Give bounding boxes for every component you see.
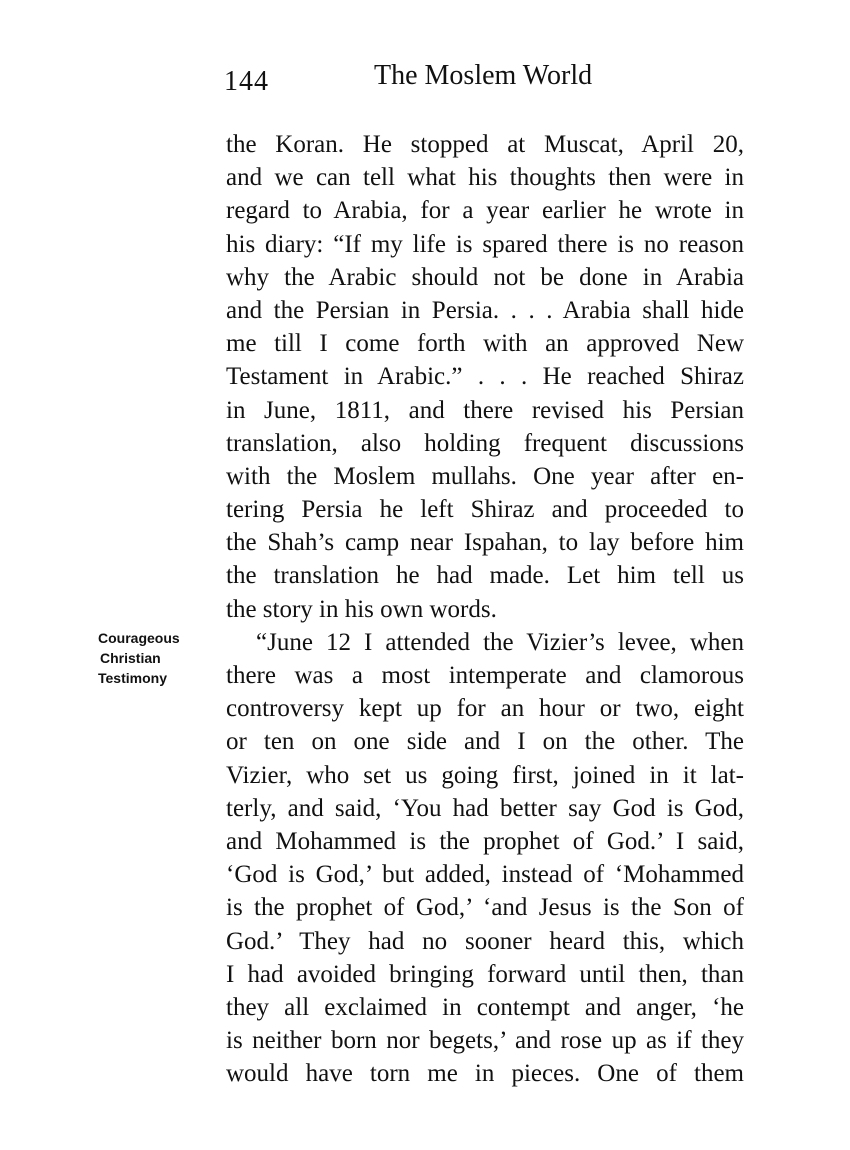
text-line: ‘God is God,’ but added, instead of ‘Mohammed [226,861,744,889]
text-line: I had avoided bringing forward until then, than [226,960,744,988]
page-header [224,58,744,98]
text-line: the story in his own words. [226,595,497,623]
text-line: there was a most intemperate and clamorous [226,662,744,689]
text-line: controversy kept up for an hour or two, eight [226,695,744,723]
margin-note-line: Courageous [98,630,180,646]
text-line: is the prophet of God,’ ‘and Jesus is the Son of [226,894,744,922]
body-text [226,128,744,1090]
margin-note-line: Christian [100,650,161,666]
text-line: the translation he had made. Let him tell us [226,562,744,590]
text-line: terly, and said, ‘You had better say God is God, [226,794,744,822]
running-title: The Moslem World [374,60,593,91]
text-line: is neither born nor begets,’ and rose up as if they [226,1027,744,1055]
text-line: the Shah’s camp near Ispahan, to lay before him [226,529,744,557]
text-line: they all exclaimed in contempt and anger, ‘he [226,993,744,1021]
text-line: and we can tell what his thoughts then were in [226,164,744,192]
text-line: translation, also holding frequent discussions [226,429,744,457]
text-line: with the Moslem mullahs. One year after en- [226,462,744,490]
text-line: Testament in Arabic.” . . . He reached Shiraz [226,363,744,391]
text-line: Vizier, who set us going first, joined in it lat- [226,761,744,789]
margin-note-line: Testimony [98,670,167,686]
text-line: or ten on one side and I on the other. The [226,728,744,756]
page-number: 144 [224,66,269,97]
text-line: would have torn me in pieces. One of them [226,1060,744,1088]
text-line: and the Persian in Persia. . . . Arabia shall hide [226,296,744,324]
text-line: “June 12 I attended the Vizier’s levee, when [256,628,744,656]
text-line: God.’ They had no sooner heard this, which [226,927,744,955]
text-line: his diary: “If my life is spared there is no reason [226,230,744,258]
text-line: the Koran. He stopped at Muscat, April 20, [226,131,744,158]
text-line: in June, 1811, and there revised his Persian [226,396,744,424]
text-line: me till I come forth with an approved New [226,330,744,358]
text-line: tering Persia he left Shiraz and proceeded to [226,496,744,524]
text-line: and Mohammed is the prophet of God.’ I said, [226,827,744,855]
text-line: regard to Arabia, for a year earlier he wrote in [226,197,744,225]
margin-note [98,628,180,688]
text-line: why the Arabic should not be done in Arabia [226,263,744,291]
